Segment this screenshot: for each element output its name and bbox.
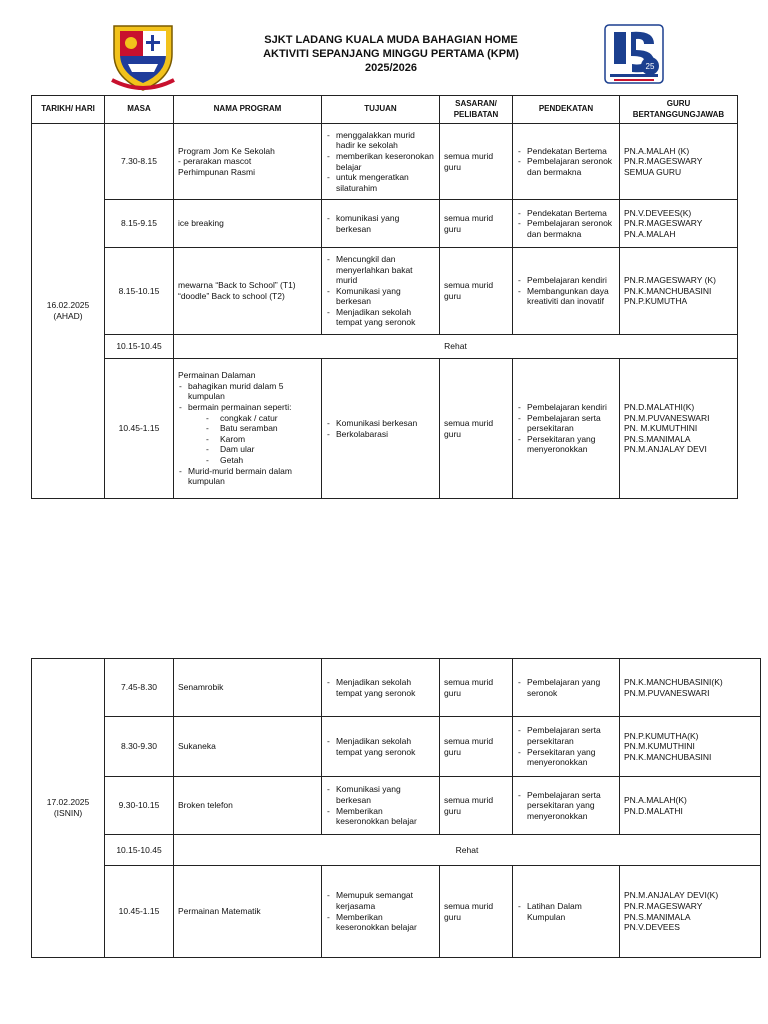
time-cell: 7.45-8.30: [105, 659, 174, 717]
session-year: 2025/2026: [365, 62, 417, 74]
target-cell: [440, 866, 513, 958]
teacher-name: PN.P.KUMUTHA: [624, 296, 688, 307]
teacher-name: PN.S.MANIMALA: [624, 433, 691, 444]
approach-item: - Pembelajaran serta persekitaran yang menyeronokkan: [517, 790, 615, 822]
column-header: NAMA PROGRAM: [174, 96, 322, 124]
approach-cell: [513, 248, 620, 335]
target-line: semua murid: [444, 417, 494, 428]
time-cell: 10.45-1.15: [105, 866, 174, 958]
program-cell: [174, 248, 322, 335]
day-name: (AHAD): [53, 311, 83, 321]
objective-item: - memberikan keseronokan belajar: [326, 151, 435, 172]
target-cell: [440, 717, 513, 777]
target-line: semua murid: [444, 735, 494, 746]
approach-item: - Pembelajaran yang seronok: [517, 677, 615, 698]
objective-item: - Menjadikan sekolah tempat yang seronok: [326, 677, 435, 698]
approach-item: - Pembelajaran serta persekitaran: [517, 725, 615, 746]
program-cell: [174, 659, 322, 717]
approach-item: - Persekitaran yang menyeronokkan: [517, 434, 615, 455]
teacher-cell: [620, 248, 738, 335]
table-row: [32, 124, 738, 200]
objective-item: - Komunikasi yang berkesan: [326, 286, 435, 307]
table-row: [32, 659, 761, 717]
target-line: semua murid: [444, 280, 494, 291]
approach-item: - Persekitaran yang menyeronokkan: [517, 747, 615, 768]
time-cell: 10.45-1.15: [105, 359, 174, 499]
target-line: guru: [444, 428, 462, 439]
teacher-name: PN.R.MAGESWARY: [624, 900, 703, 911]
program-line: Perhimpunan Rasmi: [178, 166, 256, 177]
approach-cell: [513, 359, 620, 499]
teacher-name: PN.K.MANCHUBASINI(K): [624, 676, 723, 687]
approach-cell: [513, 777, 620, 835]
school-name: SJKT LADANG KUALA MUDA BAHAGIAN HOME: [264, 34, 518, 46]
game-item: - Karom: [206, 434, 317, 445]
table-row: [32, 248, 738, 335]
teacher-name: PN.V.DEVEES: [624, 922, 680, 933]
objective-item: - Komunikasi yang berkesan: [326, 784, 435, 805]
program-cell: [174, 124, 322, 200]
kpm-logo-number: 25: [645, 62, 655, 71]
teacher-name: PN.V.DEVEES(K): [624, 207, 692, 218]
teacher-name: PN.P.KUMUTHA(K): [624, 730, 699, 741]
approach-item: - Latihan Dalam Kumpulan: [517, 901, 615, 922]
teacher-name: PN.D.MALATHI: [624, 805, 683, 816]
teacher-name: PN.K.MANCHUBASINI: [624, 285, 712, 296]
objective-cell: [322, 717, 440, 777]
objective-item: - menggalakkan murid hadir ke sekolah: [326, 130, 435, 151]
approach-item: - Pendekatan Bertema: [517, 146, 615, 157]
teacher-name: PN.A.MALAH: [624, 228, 676, 239]
objective-cell: [322, 200, 440, 248]
target-line: semua murid: [444, 794, 494, 805]
teacher-name: PN.S.MANIMALA: [624, 911, 691, 922]
column-header: PENDEKATAN: [513, 96, 620, 124]
game-item: - Batu seramban: [206, 423, 317, 434]
program-item: - bahagikan murid dalam 5 kumpulan: [178, 381, 317, 402]
approach-cell: [513, 200, 620, 248]
approach-item: - Pembelajaran serta persekitaran: [517, 413, 615, 434]
program-item: - Murid-murid bermain dalam kumpulan: [178, 466, 317, 487]
target-line: guru: [444, 223, 462, 234]
approach-cell: [513, 866, 620, 958]
program-line: “doodle” Back to school (T2): [178, 291, 285, 301]
objective-item: - Memberikan keseronokkan belajar: [326, 912, 435, 933]
approach-cell: [513, 659, 620, 717]
game-item: - Dam ular: [206, 444, 317, 455]
kpm-program-logo: [604, 24, 664, 84]
teacher-cell: [620, 659, 761, 717]
program-cell: [174, 359, 322, 499]
teacher-name: PN.D.MALATHI(K): [624, 402, 695, 413]
program-line: Senamrobik: [178, 682, 224, 693]
program-cell: [174, 717, 322, 777]
date: 16.02.2025: [46, 300, 90, 311]
program-item-text: bermain permainan seperti:: [188, 402, 292, 413]
teacher-name: PN.M.KUMUTHINI: [624, 741, 695, 752]
program-line: Program Jom Ke Sekolah: [178, 145, 275, 156]
objective-item: - Memupuk semangat kerjasama: [326, 890, 435, 911]
objective-cell: [322, 659, 440, 717]
time-cell: 10.15-10.45: [105, 335, 174, 359]
schedule-table-day1: [31, 95, 738, 499]
program-line: - perarakan mascot: [178, 156, 252, 167]
time-cell: 7.30-8.15: [105, 124, 174, 200]
objective-item: - Mencungkil dan menyerlahkan bakat murid: [326, 254, 435, 286]
objective-item: - Komunikasi berkesan: [326, 418, 435, 429]
program-item: [178, 402, 317, 466]
teacher-cell: [620, 200, 738, 248]
table-row: [32, 200, 738, 248]
approach-item: - Membangunkan daya kreativiti dan inovatif: [517, 286, 615, 307]
teacher-name: SEMUA GURU: [624, 166, 682, 177]
target-line: guru: [444, 687, 462, 698]
objective-cell: [322, 124, 440, 200]
approach-cell: [513, 124, 620, 200]
break-row: [32, 835, 761, 866]
document-header: [0, 0, 768, 92]
date-cell: [32, 124, 105, 499]
approach-cell: [513, 717, 620, 777]
table-row: [32, 866, 761, 958]
objective-item: - Memberikan keseronokkan belajar: [326, 806, 435, 827]
approach-item: - Pembelajaran seronok dan bermakna: [517, 156, 615, 177]
target-line: semua murid: [444, 900, 494, 911]
teacher-cell: [620, 124, 738, 200]
target-cell: [440, 200, 513, 248]
target-line: guru: [444, 911, 462, 922]
table-header-row: [32, 96, 738, 124]
column-header: TUJUAN: [322, 96, 440, 124]
document-title-block: [180, 33, 602, 75]
program-line: ice breaking: [178, 218, 224, 229]
time-cell: 8.15-10.15: [105, 248, 174, 335]
approach-item: - Pembelajaran kendiri: [517, 275, 615, 286]
teacher-name: PN. M.KUMUTHINI: [624, 423, 698, 434]
activity-title: AKTIVITI SEPANJANG MINGGU PERTAMA (KPM): [263, 48, 519, 60]
objective-item: - komunikasi yang berkesan: [326, 213, 435, 234]
target-line: guru: [444, 161, 462, 172]
teacher-name: PN.R.MAGESWARY: [624, 218, 703, 229]
break-label: Rehat: [174, 335, 738, 359]
time-cell: 8.30-9.30: [105, 717, 174, 777]
program-cell: [174, 866, 322, 958]
objective-item: - Berkolabarasi: [326, 429, 435, 440]
teacher-name: PN.R.MAGESWARY (K): [624, 275, 716, 286]
table-row: [32, 717, 761, 777]
teacher-name: PN.M.ANJALAY DEVI(K): [624, 890, 719, 901]
program-line: Sukaneka: [178, 741, 216, 752]
objective-cell: [322, 866, 440, 958]
approach-item: - Pembelajaran seronok dan bermakna: [517, 218, 615, 239]
program-cell: [174, 777, 322, 835]
teacher-name: PN.K.MANCHUBASINI: [624, 751, 712, 762]
day-name: (ISNIN): [53, 808, 83, 818]
target-line: semua murid: [444, 676, 494, 687]
teacher-name: PN.A.MALAH (K): [624, 145, 690, 156]
column-header: MASA: [105, 96, 174, 124]
table-row: [32, 359, 738, 499]
time-cell: 10.15-10.45: [105, 835, 174, 866]
objective-cell: [322, 359, 440, 499]
school-crest-logo: [110, 20, 176, 92]
target-cell: [440, 659, 513, 717]
target-cell: [440, 777, 513, 835]
program-line: Broken telefon: [178, 800, 233, 811]
objective-cell: [322, 777, 440, 835]
time-cell: 9.30-10.15: [105, 777, 174, 835]
program-cell: [174, 200, 322, 248]
date: 17.02.2025: [46, 797, 90, 808]
approach-item: - Pendekatan Bertema: [517, 208, 615, 219]
break-label: Rehat: [174, 835, 761, 866]
objective-item: - Menjadikan sekolah tempat yang seronok: [326, 307, 435, 328]
game-item: - Getah: [206, 455, 317, 466]
target-line: guru: [444, 805, 462, 816]
teacher-name: PN.M.ANJALAY DEVI: [624, 444, 707, 455]
time-cell: 8.15-9.15: [105, 200, 174, 248]
target-cell: [440, 248, 513, 335]
column-header: TARIKH/ HARI: [32, 96, 105, 124]
target-line: semua murid: [444, 150, 494, 161]
target-line: semua murid: [444, 212, 494, 223]
teacher-cell: [620, 777, 761, 835]
target-line: guru: [444, 746, 462, 757]
program-line: Permainan Matematik: [178, 906, 261, 917]
teacher-name: PN.M.PUVANESWARI: [624, 412, 710, 423]
break-row: [32, 335, 738, 359]
objective-item: - untuk mengeratkan silaturahim: [326, 172, 435, 193]
teacher-name: PN.R.MAGESWARY: [624, 156, 703, 167]
approach-item: - Pembelajaran kendiri: [517, 402, 615, 413]
game-item: - congkak / catur: [206, 413, 317, 424]
target-cell: [440, 124, 513, 200]
program-line: Permainan Dalaman: [178, 370, 256, 381]
column-header: GURU BERTANGGUNGJAWAB: [620, 96, 738, 124]
teacher-cell: [620, 717, 761, 777]
date-cell: [32, 659, 105, 958]
teacher-cell: [620, 359, 738, 499]
teacher-name: PN.A.MALAH(K): [624, 794, 687, 805]
schedule-table-day2: [31, 658, 761, 958]
teacher-name: PN.M.PUVANESWARI: [624, 687, 710, 698]
target-line: guru: [444, 291, 462, 301]
objective-item: - Menjadikan sekolah tempat yang seronok: [326, 736, 435, 757]
column-header: SASARAN/ PELIBATAN: [440, 96, 513, 124]
objective-cell: [322, 248, 440, 335]
target-cell: [440, 359, 513, 499]
teacher-cell: [620, 866, 761, 958]
program-line: mewarna “Back to School” (T1): [178, 280, 296, 291]
table-row: [32, 777, 761, 835]
